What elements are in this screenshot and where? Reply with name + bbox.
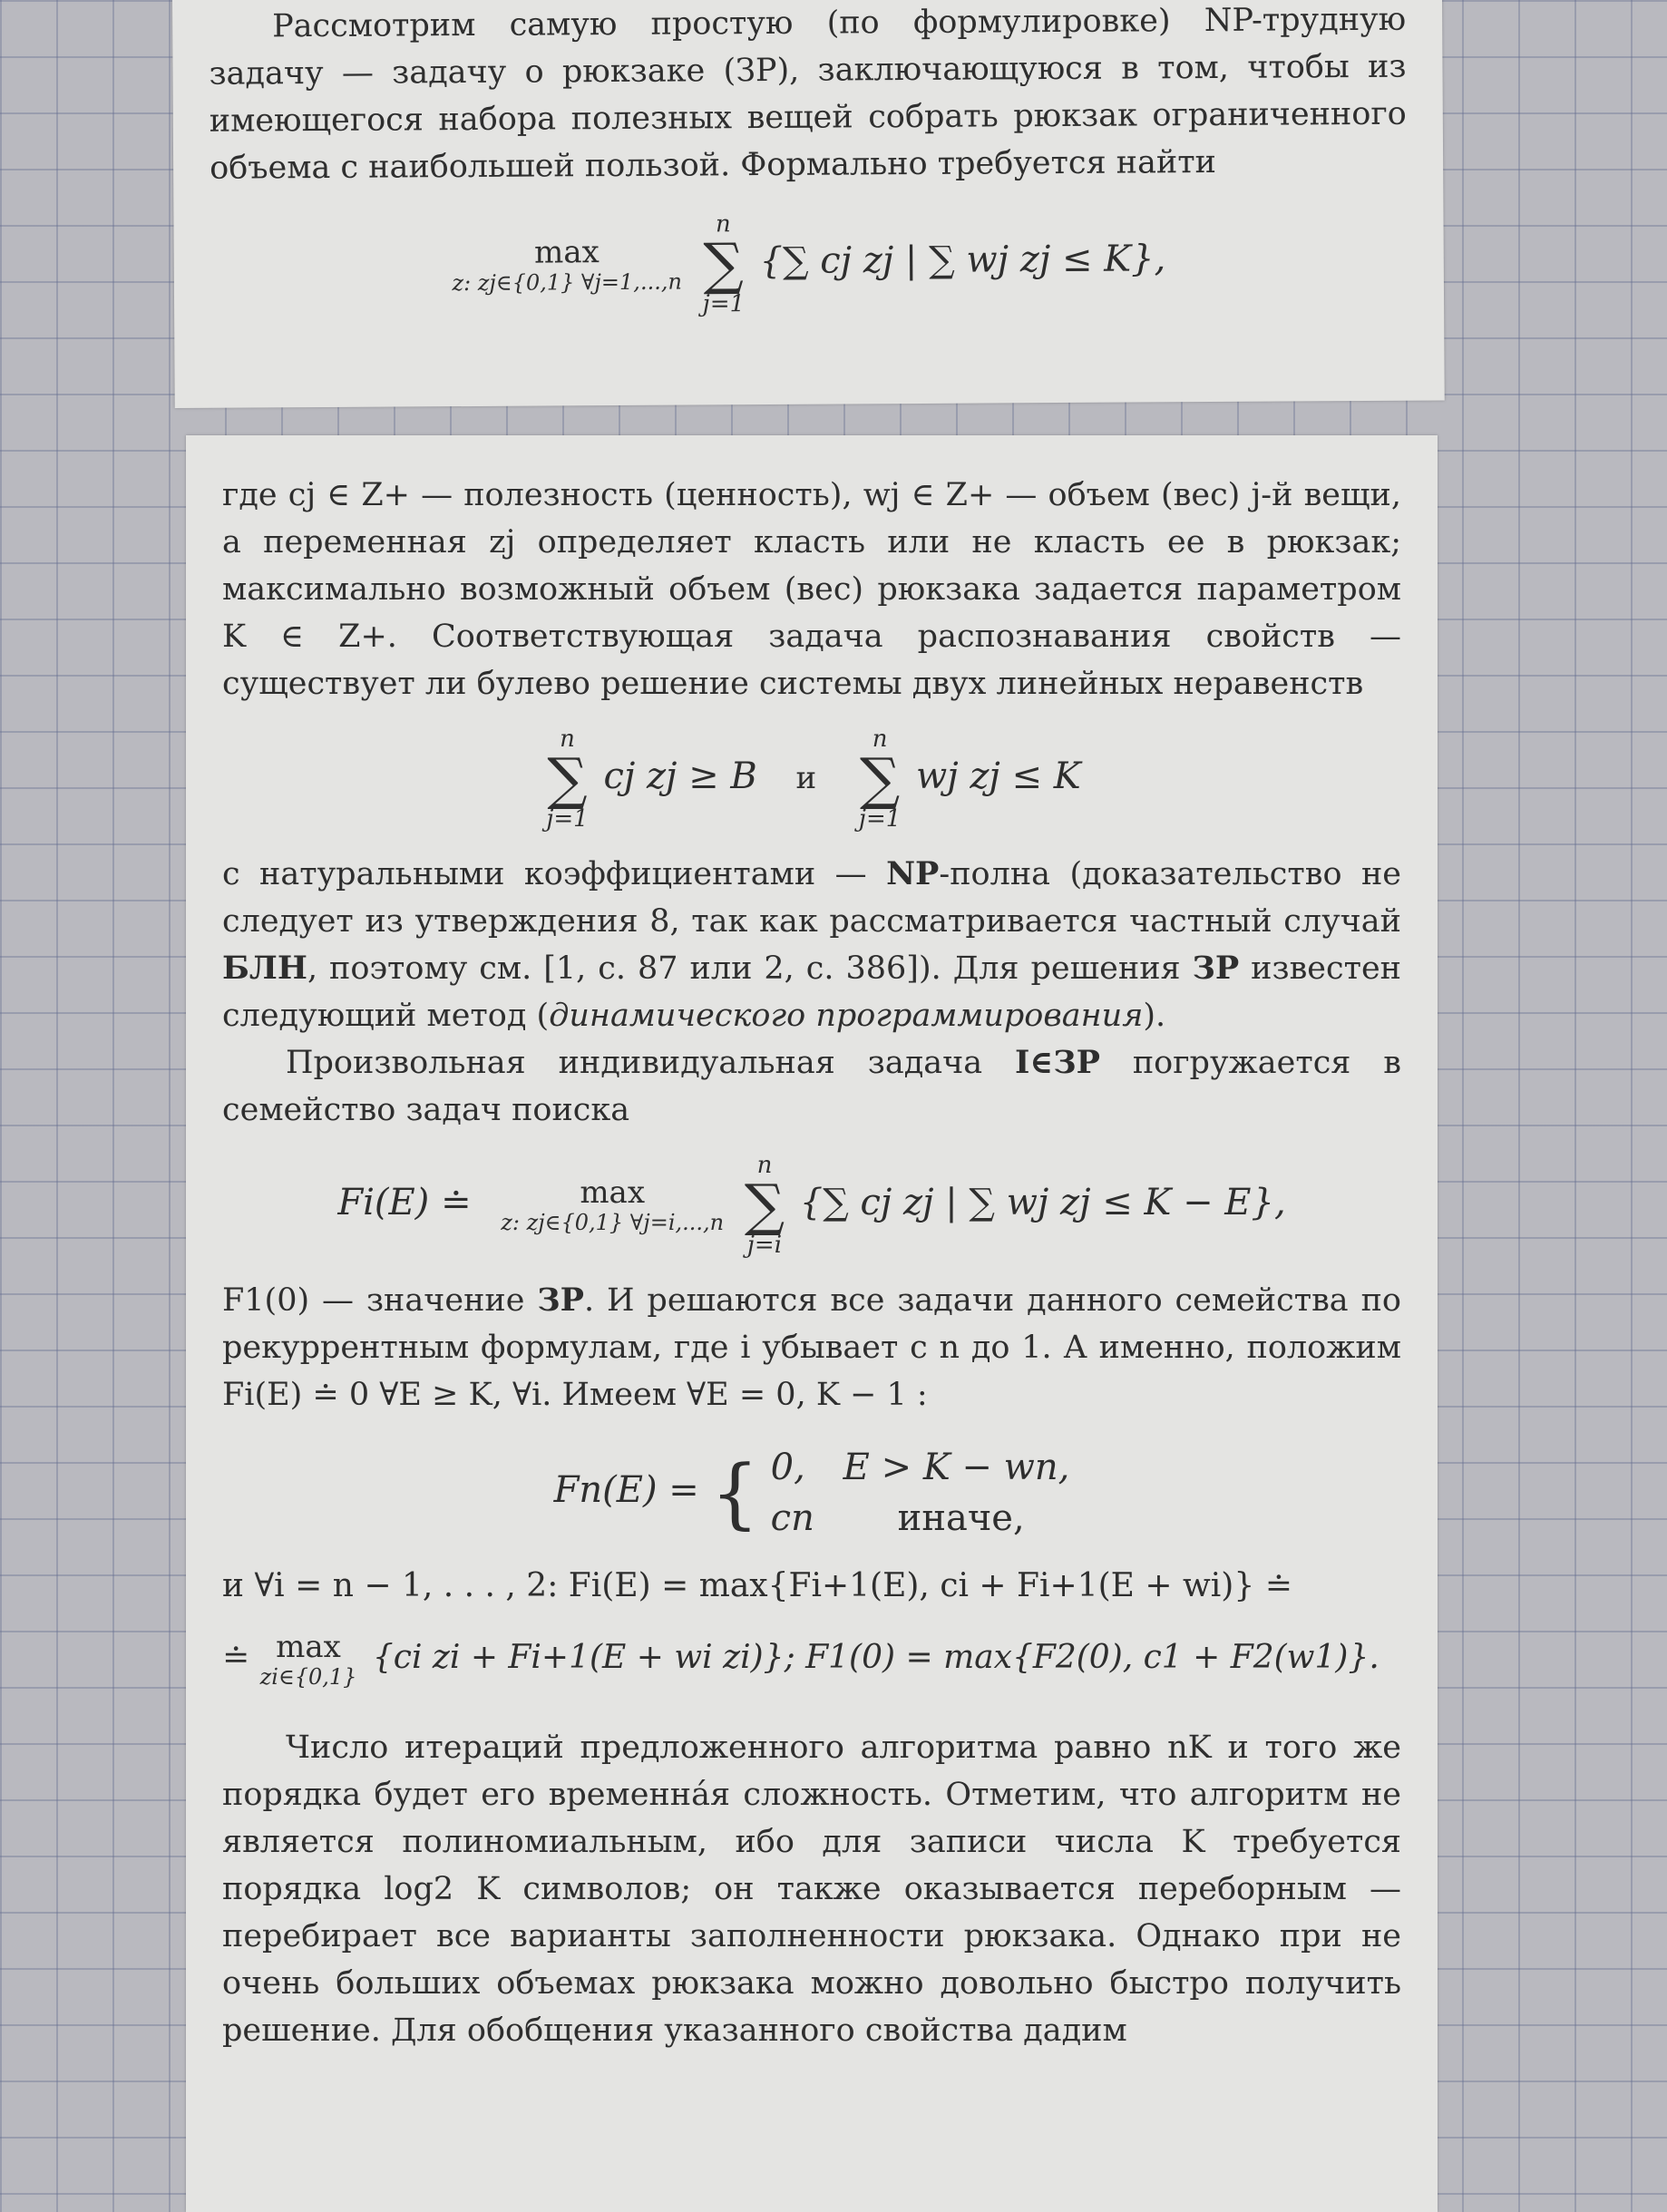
paragraph-family: Произвольная индивидуальная задача I∈ЗР погружается в семейство задач поиска <box>222 1044 1401 1128</box>
equation-recurrence-max: ≐ max zi∈{0,1} {ci zi + Fi+1(E + wi zi)}; F1(0) = max{F2(0), c1 + F2(w1)}. <box>222 1629 1379 1690</box>
page-top-fragment <box>172 0 1445 408</box>
intro-paragraph: Рассмотрим самую простую (по формулировке) NP-трудную задачу — задачу о рюкзаке (ЗР), заключающуюся в том, чтобы из имеющегося набора полезных вещей собрать рюкзак ограниченного объема с наибольшей пользой. Формально требуется найти <box>209 1 1407 187</box>
max-operator: max z: zj∈{0,1} ∀j=1,...,n <box>452 234 682 297</box>
max-operator: max zi∈{0,1} <box>259 1629 357 1690</box>
max-operator: max z: zj∈{0,1} ∀j=i,...,n <box>501 1174 725 1235</box>
sum-symbol: n ∑ j=1 <box>858 726 902 833</box>
sum-symbol: n ∑ j=1 <box>546 726 589 833</box>
sum-symbol: n ∑ j=1 <box>702 210 746 318</box>
equation-recurrence: и ∀i = n − 1, . . . , 2: Fi(E) = max{Fi+1(E), ci + Fi+1(E + wi)} ≐ <box>222 1567 1292 1604</box>
sum-symbol: n ∑ j=i <box>744 1152 785 1259</box>
page-main <box>186 435 1438 2212</box>
left-brace: { <box>710 1448 759 1537</box>
paragraph-complexity: Число итераций предложенного алгоритма равно nK и того же порядка будет его временна́я сложность. Отметим, что алгоритм не является полиномиальным, ибо для записи числа K требуется порядка log2 K символов; он также оказывается переборным — перебирает все варианты заполненности рюкзака. Однако при не очень больших объемах рюкзака можно довольно быстро получить решение. Для обобщения указанного свойства дадим <box>222 1730 1401 2049</box>
equation-knapsack-max <box>173 208 1444 319</box>
paragraph-np-complete: с натуральными коэффициентами — NP-полна (доказательство не следует из утверждения 8, так как рассматривается частный случай БЛН, поэтому см. [1, с. 87 или 2, с. 386]). Для решения ЗР известен следующий метод (динамического программирования). <box>222 855 1401 1034</box>
equation-base-case: Fn(E) = { 0, E > K − wn, cn иначе, <box>186 1442 1438 1544</box>
equation-inequalities: n ∑ j=1 cj zj ≥ B и n ∑ j=1 wj zj ≤ K <box>546 726 1081 833</box>
paragraph-recurrence-intro: F1(0) — значение ЗР. И решаются все задачи данного семейства по рекуррентным формулам, где i убывает с n до 1. А именно, положим Fi(E) ≐ 0 ∀E ≥ K, ∀i. Имеем ∀E = 0, K − 1 : <box>222 1281 1401 1413</box>
equation-body: {∑ cj zj | ∑ wj zj ≤ K}, <box>759 238 1166 283</box>
cases-block: 0, E > K − wn, cn иначе, <box>770 1447 1070 1539</box>
equation-family: Fi(E) ≐ max z: zj∈{0,1} ∀j=i,...,n n ∑ j=i {∑ cj zj | ∑ wj zj ≤ K − E}, <box>337 1152 1286 1259</box>
paragraph-definitions: где cj ∈ Z+ — полезность (ценность), wj ∈ Z+ — объем (вес) j-й вещи, а переменная zj определяет класть или не класть ее в рюкзак; максимально возможный объем (вес) рюкзака задается параметром K ∈ Z+. Соответствующая задача распознавания свойств — существует ли булево решение системы двух линейных неравенств <box>222 477 1401 702</box>
